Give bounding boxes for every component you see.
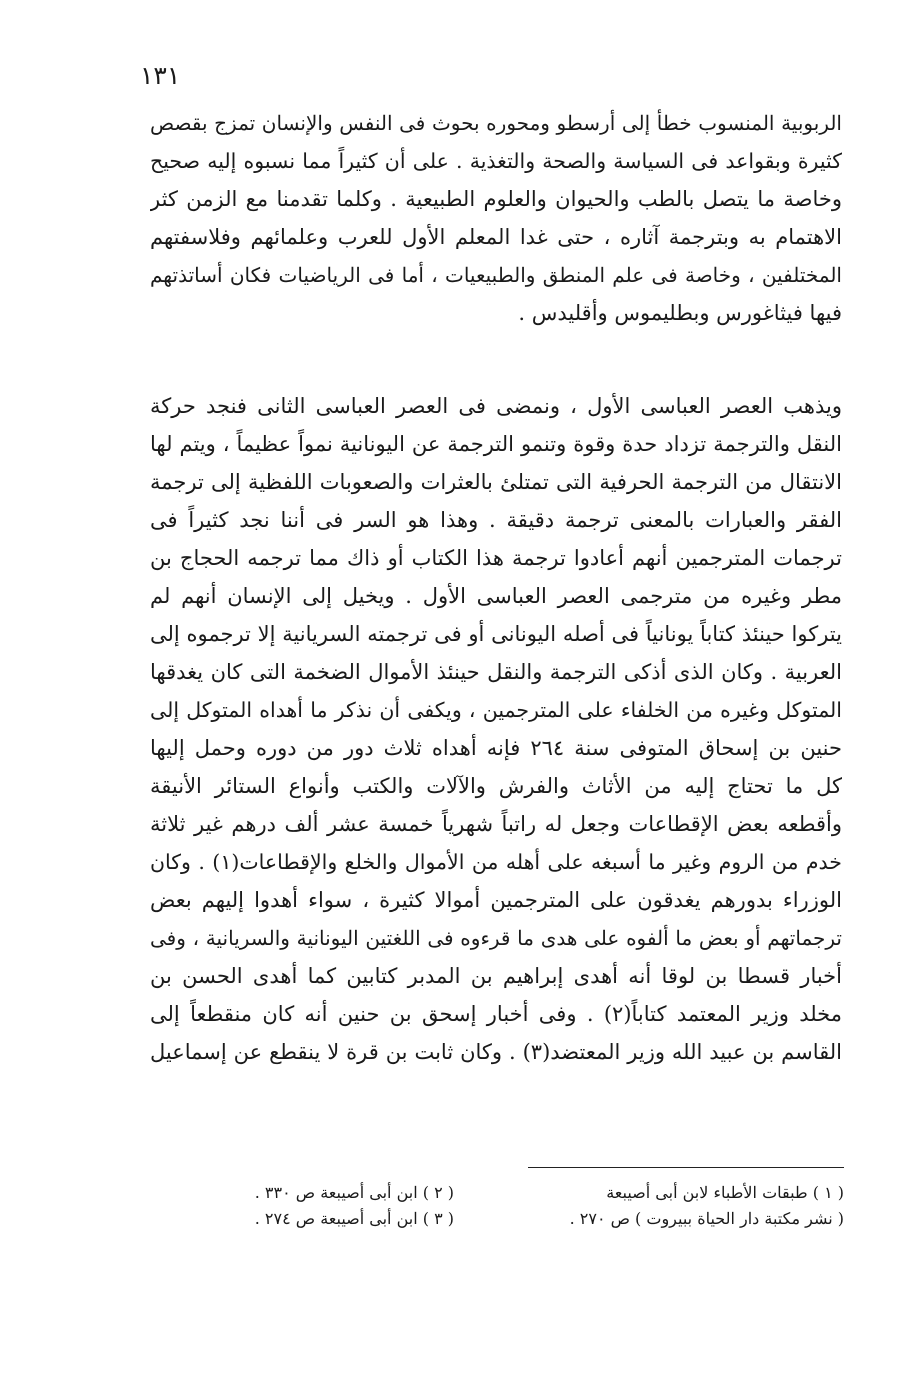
text-line: النقل والترجمة تزداد حدة وقوة وتنمو الترجمة عن اليونانية نمواً عظيماً ، ويتم لها	[150, 432, 842, 456]
text-line: مخلد وزير المعتمد كتاباً(٢) . وفى أخبار إسحق بن حنين أنه كان منقطعاً إلى	[150, 1002, 842, 1026]
text-line: حنين بن إسحاق المتوفى سنة ٢٦٤ فإنه أهداه ثلاث دور من دوره وحمل إليها	[150, 736, 842, 760]
footnote-line: ( نشر مكتبة دار الحياة ببيروت ) ص ٢٧٠ .	[569, 1209, 844, 1228]
text-line: الانتقال من الترجمة الحرفية التى تمتلئ بالعثرات والصعوبات اللفظية إلى ترجمة	[150, 470, 842, 494]
text-line: الوزراء بدورهم يغدقون على المترجمين أموالا كثيرة ، سواء أهدوا إليهم بعض	[150, 888, 842, 912]
text-line: خدم من الروم وغير ما أسبغه على أهله من الأموال والخلع والإقطاعات(١) . وكان	[150, 850, 842, 874]
text-line: وأقطعه بعض الإقطاعات وجعل له راتباً شهرياً خمسة عشر ألف درهم غير ثلاثة	[150, 812, 842, 836]
text-line: العربية . وكان الذى أذكى الترجمة والنقل حينئذ الأموال الضخمة التى كان يغدقها	[150, 660, 842, 684]
text-line: يتركوا حينئذ كتاباً يونانياً فى أصله اليونانى أو فى ترجمته السريانية إلا ترجموه إلى	[150, 622, 842, 646]
text-line: الفقر والعبارات بالمعنى ترجمة دقيقة . وهذا هو السر فى أننا نجد كثيراً فى	[150, 508, 842, 532]
text-line: المتوكل وغيره من الخلفاء على المترجمين ، ويكفى أن نذكر ما أهداه المتوكل إلى	[150, 698, 842, 722]
footnote-column-right	[514, 1180, 844, 1232]
text-line: أخبار قسطا بن لوقا أنه أهدى إبراهيم بن المدبر كتابين كما أهدى الحسن بن	[150, 964, 842, 988]
paragraph-2	[150, 387, 842, 1071]
page-number: ١٣١	[140, 61, 181, 90]
text-line: ويذهب العصر العباسى الأول ، ونمضى فى العصر العباسى الثانى فنجد حركة	[150, 394, 842, 418]
text-line: فيها فيثاغورس وبطليموس وأقليدس .	[518, 301, 842, 325]
footnote-column-left	[154, 1180, 454, 1232]
text-line: ترجمات المترجمين أنهم أعادوا ترجمة هذا الكتاب أو ذاك مما ترجمه الحجاج بن	[150, 546, 842, 570]
text-line: القاسم بن عبيد الله وزير المعتضد(٣) . وكان ثابت بن قرة لا ينقطع عن إسماعيل	[150, 1040, 842, 1064]
paragraph-1	[150, 104, 842, 332]
text-line: كل ما تحتاج إليه من الأثاث والفرش والآلات والكتب وأنواع الستائر الأنيقة	[150, 774, 842, 798]
text-line: كثيرة وبقواعد فى السياسة والصحة والتغذية . على أن كثيراً مما نسبوه إليه صحيح	[150, 149, 842, 173]
footnotes	[150, 1180, 844, 1250]
footnote-line: ( ٣ ) ابن أبى أصيبعة ص ٢٧٤ .	[254, 1209, 454, 1228]
text-line: الربوبية المنسوب خطأ إلى أرسطو ومحوره بحوث فى النفس والإنسان تمزج بقصص	[150, 111, 842, 135]
text-line: المختلفين ، وخاصة فى علم المنطق والطبيعيات ، أما فى الرياضيات فكان أساتذتهم	[150, 263, 842, 287]
footnote-line: ( ١ ) طبقات الأطباء لابن أبى أصيبعة	[606, 1183, 844, 1202]
footnote-line: ( ٢ ) ابن أبى أصيبعة ص ٣٣٠ .	[254, 1183, 454, 1202]
text-line: وخاصة ما يتصل بالطب والحيوان والعلوم الطبيعية . وكلما تقدمنا مع الزمن كثر	[150, 187, 842, 211]
text-line: مطر وغيره من مترجمى العصر العباسى الأول . ويخيل إلى الإنسان أنهم لم	[150, 584, 842, 608]
text-line: ترجماتهم أو بعض ما ألفوه على هدى ما قرءوه فى اللغتين اليونانية والسريانية ، وفى	[150, 926, 842, 950]
footnote-divider	[528, 1167, 844, 1168]
text-line: الاهتمام به وبترجمة آثاره ، حتى غدا المعلم الأول للعرب وعلمائهم وفلاسفتهم	[150, 225, 842, 249]
